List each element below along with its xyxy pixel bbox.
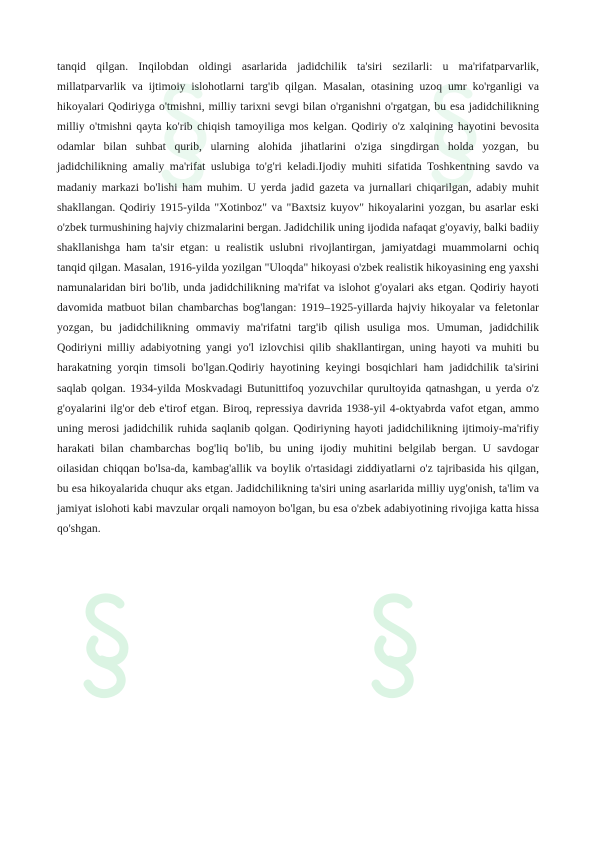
section-sign-watermark-icon [72,590,142,700]
section-sign-watermark-icon [360,590,430,700]
body-paragraph: tanqid qilgan. Inqilobdan oldingi asarlarida jadidchilik ta'siri sezilarli: u ma'rifatparvarlik, millatparvarlik va ijtimoiy islohotlarni targ'ib qilgan. Masalan, otasining uzoq umr ko'rganligi va hikoyalari Qodiriyga o'tmishni, milliy tarixni sevgi bilan o'rganishni o'rgatgan, bu esa jadidchilikning milliy o'tmishni qayta ko'rib chiqish tamoyiliga mos kelgan. Qodiriy o'z xalqining hayotini bevosita odamlar bilan suhbat qurib, ularning alohida jihatlarini o'ziga singdirgan holda yozgan, bu jadidchilikning amaliy ma'rifat uslubiga to'g'ri keladi.Ijodiy muhiti sifatida Toshkentning savdo va madaniy markazi bo'lishi ham muhim. U yerda jadid gazeta va jurnallari chiqarilgan, adabiy muhit shakllangan. Qodiriy 1915-yilda "Xotinboz" va "Baxtsiz kuyov" hikoyalarini yozgan, bu asarlar eski o'zbek turmushining hajviy chizmalarini bergan. Jadidchilik uning ijodida nafaqat g'oyaviy, balki badiiy shakllanishga ham ta'sir etgan: u realistik uslubni rivojlantirgan, jamiyatdagi muammolarni ochiq tanqid qilgan. Masalan, 1916-yilda yozilgan "Uloqda" hikoyasi o'zbek realistik hikoyasining eng yaxshi namunalaridan biri bo'lib, unda jadidchilikning ma'rifat va islohot g'oyalari aks etgan. Qodiriy hayoti davomida matbuot bilan chambarchas bog'langan: 1919–1925-yillarda hajviy hikoyalar va feletonlar yozgan, bu jadidchilikning ommaviy ma'rifatni targ'ib qilish usuliga mos. Umuman, jadidchilik Qodiriyni milliy adabiyotning yangi yo'l izlovchisi qilib shakllantirgan, uning hayoti va muhiti bu harakatning yorqin timsoli bo'lgan.Qodiriy hayotining keyingi bosqichlari ham jadidchilik ta'sirini saqlab qolgan. 1934-yilda Moskvadagi Butunittifoq yozuvchilar qurultoyida qatnashgan, u yerda o'z g'oyalarini ilg'or deb e'tirof etgan. Biroq, repressiya davrida 1938-yil 4-oktyabrda vafot etgan, ammo uning merosi jadidchilik ruhida saqlanib qolgan. Qodiriyning hayoti jadidchilikning ijtimoiy-ma'rifiy harakati bilan chambarchas bog'liq bo'lib, bu uning ijodiy muhitini belgilab bergan. U savdogar oilasidan chiqqan bo'lsa-da, kambag'allik va boylik o'rtasidagi ziddiyatlarni o'z tajribasida his qilgan, bu esa hikoyalarida chuqur aks etgan. Jadidchilikning ta'siri uning asarlarida milliy uyg'onish, ta'lim va jamiyat islohoti kabi mavzular orqali namoyon bo'lgan, bu esa o'zbek adabiyotining rivojiga katta hissa qo'shgan. [57,60,539,536]
